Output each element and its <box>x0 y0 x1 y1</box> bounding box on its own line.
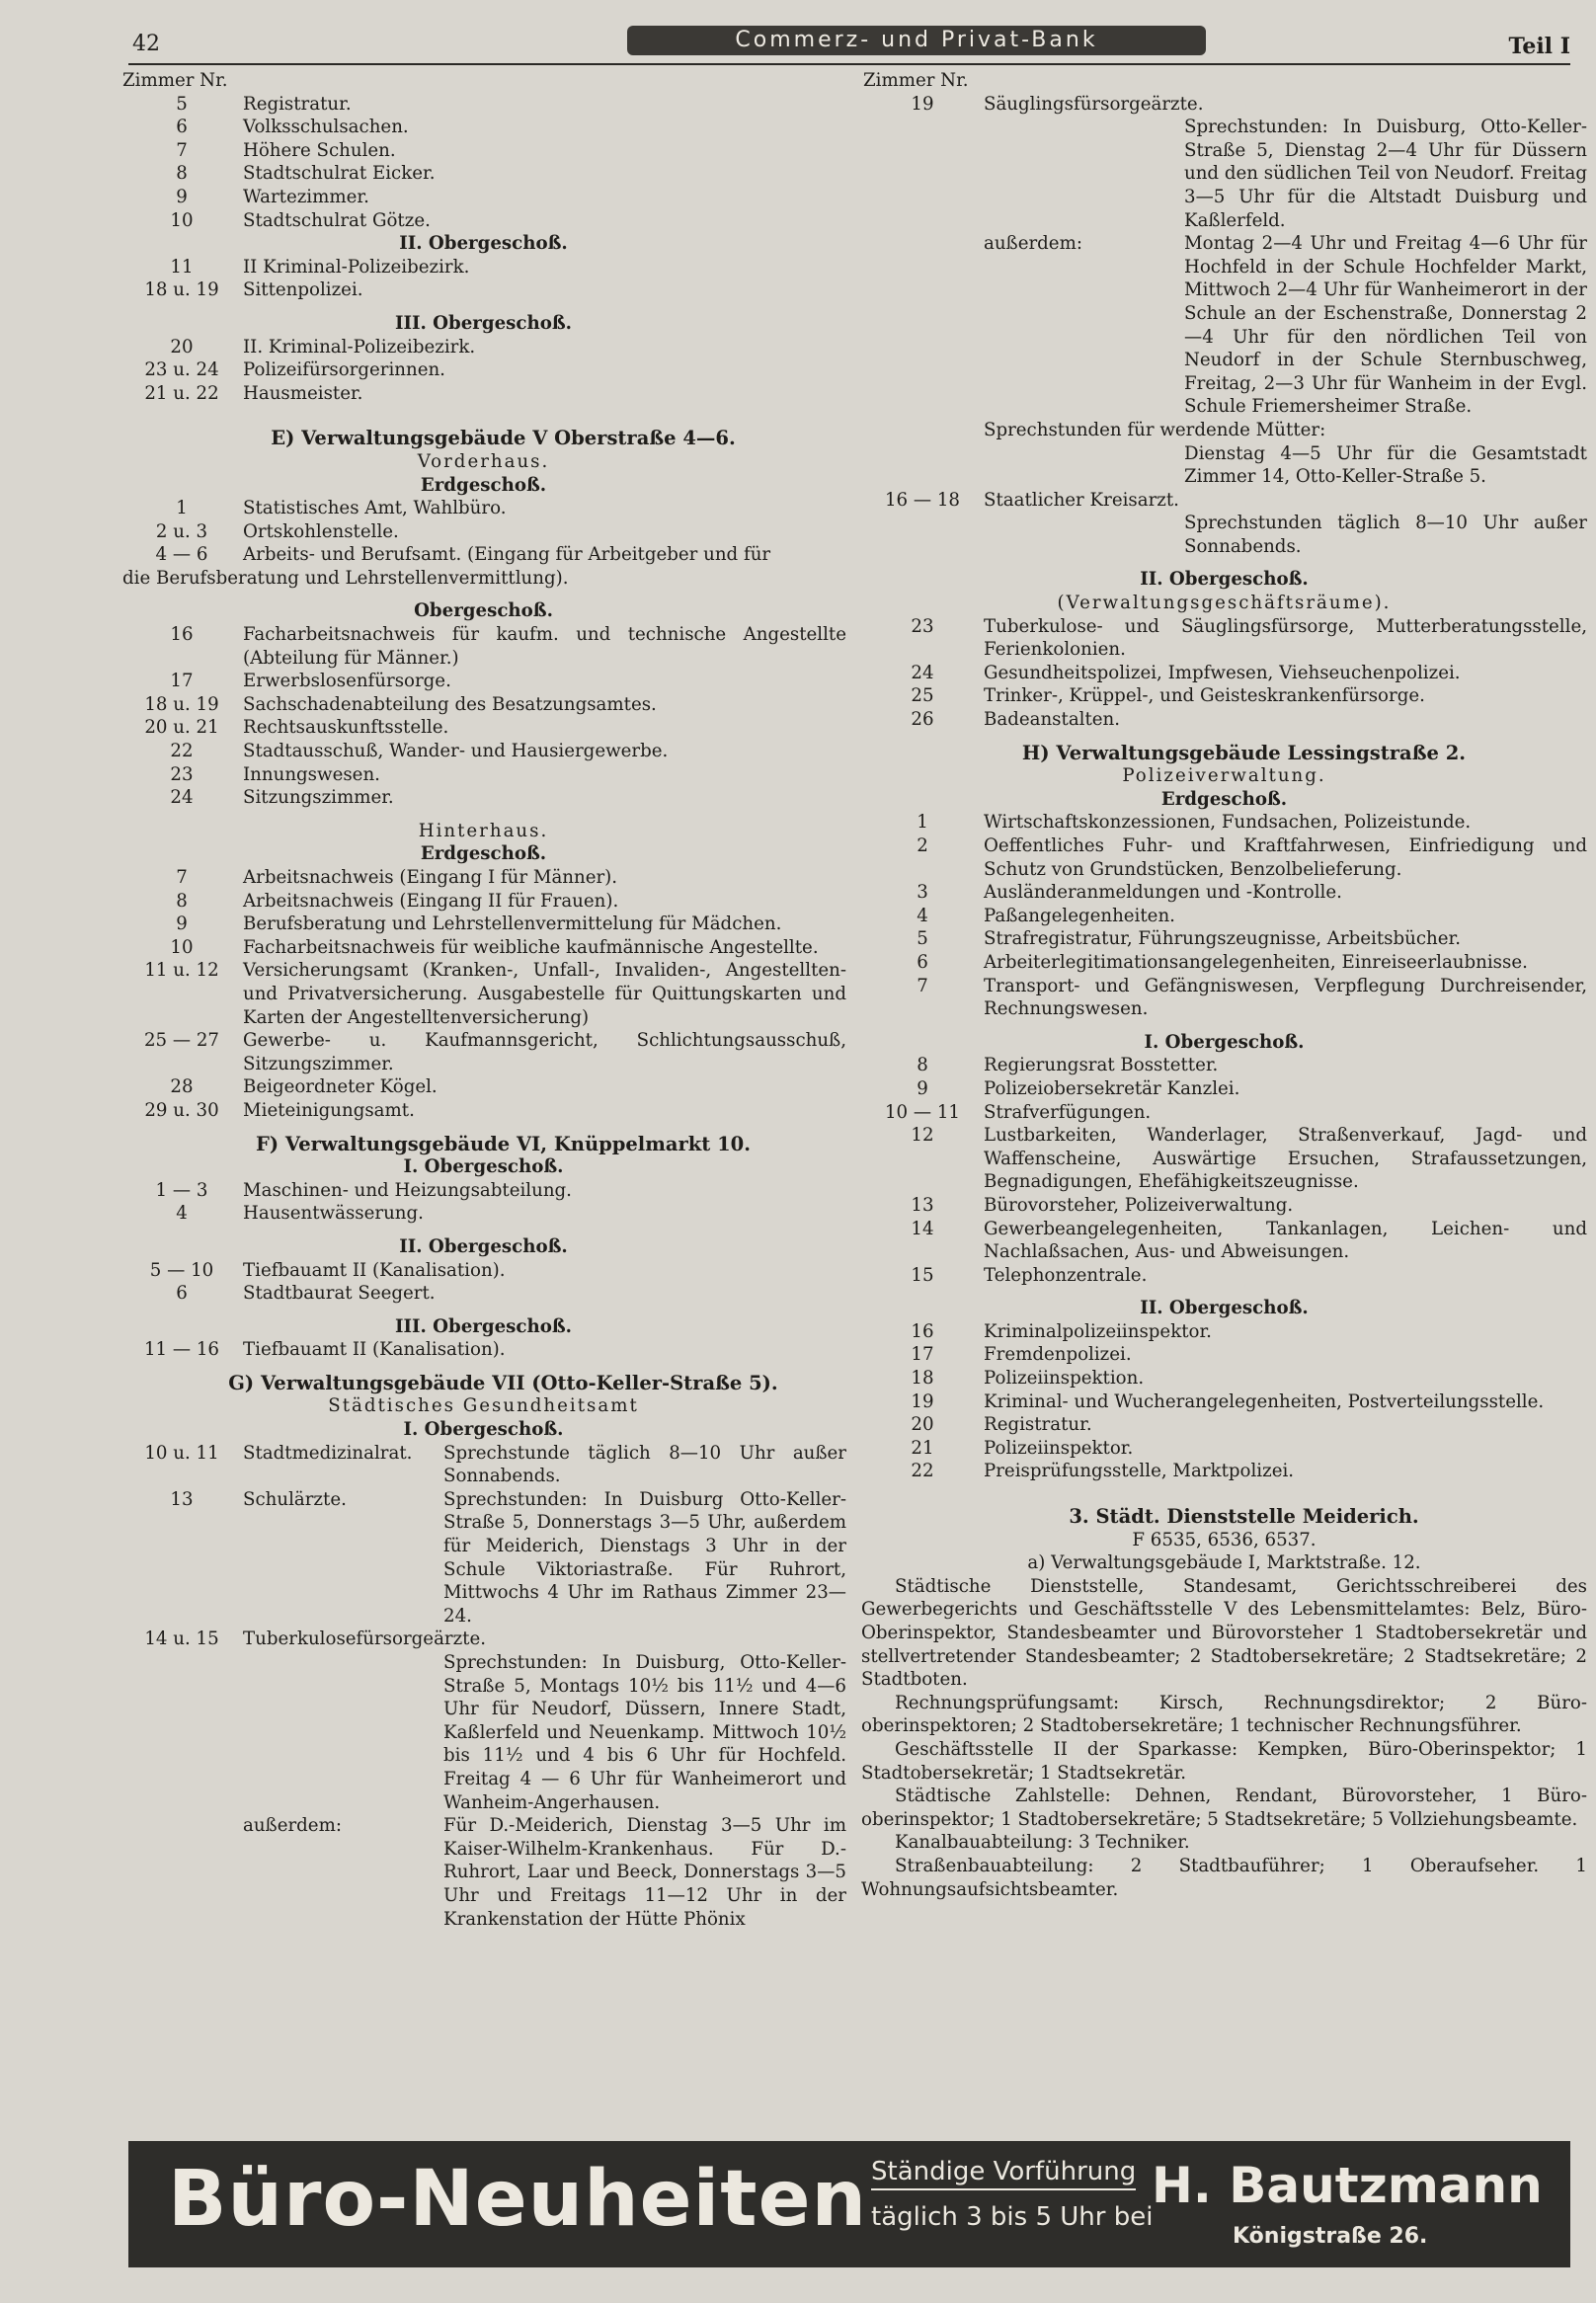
entry-row <box>120 786 846 810</box>
zimmer-label: Zimmer Nr. <box>863 70 969 91</box>
room-text: Stadtschulrat Eicker. <box>243 163 436 185</box>
room-text: Stadtschulrat Götze. <box>243 209 431 231</box>
room-text: Ortskohlenstelle. <box>243 520 399 542</box>
section-heading: II. Obergeschoß. <box>1140 569 1309 591</box>
entry-row <box>861 975 1587 1021</box>
phone-numbers: F 6535, 6536, 6537. <box>1132 1529 1317 1550</box>
room-text: Sprechstunden: In Duisburg Otto-Keller-Straße 5, Donnerstags 3—5 Uhr, außerdem für Meiderich, Dienstags 3 Uhr in der Schule Viktoriastraße. Für Ruhrort, Mittwochs 4 Uhr im Rathaus Zimmer 23—24. <box>443 1488 846 1627</box>
room-number: 9 <box>176 186 188 207</box>
room-text: Versicherungsamt (Kranken-, Unfall-, Invaliden-, Angestellten- und Privatversicherung. Ausgabestelle für Quittungskarten und Karten der Angestelltenversicherung) <box>243 960 846 1028</box>
room-number: 2 <box>917 835 928 856</box>
room-text: Ausländeranmeldungen und -Kontrolle. <box>984 882 1342 904</box>
entry-list <box>120 336 846 406</box>
room-text: Erwerbslosenfürsorge. <box>243 671 451 692</box>
room-number: 11 — 16 <box>143 1339 220 1361</box>
room-text: Arbeitsnachweis (Eingang I für Männer). <box>243 867 618 888</box>
subheading: Polizeiverwaltung. <box>1122 765 1326 787</box>
room-text: Strafregistratur, Führungszeugnisse, Arbeitsbücher. <box>984 928 1461 950</box>
room-text: Innungswesen. <box>243 763 380 785</box>
part-label: Teil I <box>1508 34 1570 59</box>
entry-row <box>120 497 846 520</box>
room-number: 5 <box>917 928 928 950</box>
additional-text: Montag 2—4 Uhr und Freitag 4—6 Uhr für Hochfeld in der Schule Hochfelder Markt, Mittwoch 2—4 Uhr für Wanheimerort in der Schule an der Eschenstraße, Donnerstag 2—4 Uhr für den nördlichen Teil von Neudorf in der Schule Sternbuschweg, Freitag, 2—3 Uhr für Wanheim in der Evgl. Schule Friemersheimer Straße. <box>1184 233 1587 418</box>
room-number: 17 <box>170 671 194 692</box>
entry-row <box>120 763 846 787</box>
room-number: 13 <box>911 1194 934 1216</box>
room-text: Tiefbauamt II (Kanalisation). <box>243 1339 506 1361</box>
room-text: Preisprüfungsstelle, Marktpolizei. <box>984 1461 1295 1482</box>
entry-list <box>120 623 846 810</box>
subheading: Vorderhaus. <box>417 450 550 472</box>
entry-row <box>120 866 846 890</box>
entry-row <box>861 93 1587 117</box>
room-text: Transport- und Gefängniswesen, Verpflegung Durchreisender, Rechnungswesen. <box>984 975 1587 1020</box>
room-text: II Kriminal-Polizeibezirk. <box>243 256 470 278</box>
ad-address: Königstraße 26. <box>1233 2224 1428 2249</box>
office-heading: 3. Städt. Dienststelle Meiderich. <box>1069 1505 1419 1529</box>
room-text: Gewerbeangelegenheiten, Tankanlagen, Leichen- und Nachlaßsachen, Aus- und Abweisungen. <box>984 1218 1587 1263</box>
section-heading: III. Obergeschoß. <box>394 312 572 334</box>
room-number: 14 u. 15 <box>144 1628 219 1650</box>
room-text: Bürovorsteher, Polizeiverwaltung. <box>984 1194 1294 1216</box>
entry-row <box>861 489 1587 513</box>
entry-row <box>861 1101 1587 1125</box>
entry-row <box>861 1264 1587 1288</box>
entry-row <box>120 1075 846 1099</box>
entry-row <box>861 881 1587 905</box>
room-text: Trinker-, Krüppel-, und Geisteskrankenfürsorge. <box>984 685 1425 707</box>
room-number: 16 <box>911 1320 934 1342</box>
expectant-mothers-hours: Dienstag 4—5 Uhr für die Gesamtstadt Zimmer 14, Otto-Keller-Straße 5. <box>1184 442 1587 488</box>
section-heading: Erdgeschoß. <box>1160 788 1288 810</box>
room-text: Tuberkulose- und Säuglingsfürsorge, Mutterberatungsstelle, Ferienkolonien. <box>984 615 1587 661</box>
room-number: 9 <box>917 1077 928 1099</box>
room-text: Paßangelegenheiten. <box>984 905 1175 926</box>
section-heading: Obergeschoß. <box>414 600 553 622</box>
entry-row <box>120 1628 846 1651</box>
room-text: Statistisches Amt, Wahlbüro. <box>243 498 507 519</box>
ad-company-name: H. Bautzmann <box>1152 2157 1543 2214</box>
room-text: Fremdenpolizei. <box>984 1344 1132 1366</box>
room-number: 20 u. 21 <box>144 717 219 739</box>
room-text: Hausmeister. <box>243 382 363 404</box>
room-number: 11 <box>170 256 194 278</box>
room-text: Säuglingsfürsorgeärzte. <box>984 93 1204 115</box>
entry-row <box>120 716 846 740</box>
expectant-mothers-label: Sprechstunden für werdende Mütter: <box>984 419 1326 440</box>
entry-row <box>120 186 846 209</box>
room-number: 4 — 6 <box>155 544 208 566</box>
room-text: Regierungsrat Bosstetter. <box>984 1055 1219 1076</box>
room-number: 25 <box>911 685 934 707</box>
room-text: Sitzungszimmer. <box>243 787 394 809</box>
room-text: Stadtausschuß, Wander- und Hausiergewerbe. <box>243 741 669 762</box>
room-number: 19 <box>911 93 934 115</box>
section-heading: II. Obergeschoß. <box>399 1235 568 1257</box>
room-text: Sachschadenabteilung des Besatzungsamtes. <box>243 693 657 715</box>
entry-row <box>120 358 846 382</box>
room-number: 6 <box>917 951 928 973</box>
room-text: Tuberkulosefürsorgeärzte. <box>243 1628 487 1650</box>
entry-row <box>120 693 846 717</box>
room-text: Telephonzentrale. <box>984 1264 1148 1286</box>
room-text: II. Kriminal-Polizeibezirk. <box>243 336 476 357</box>
room-text: Oeffentliches Fuhr- und Kraftfahrwesen, Einfriedigung und Schutz von Grundstücken, Benzolbelieferung. <box>984 835 1587 880</box>
entry-row <box>120 890 846 913</box>
room-text: Wartezimmer. <box>243 186 369 207</box>
room-number: 4 <box>176 1203 188 1225</box>
entry-row <box>861 1054 1587 1077</box>
room-number: 16 <box>170 624 194 646</box>
entry-row <box>120 913 846 936</box>
room-number: 24 <box>170 787 194 809</box>
room-text: Höhere Schulen. <box>243 139 396 161</box>
section-heading: I. Obergeschoß. <box>403 1156 564 1178</box>
paragraph: Kanalbauabteilung: 3 Techniker. <box>895 1832 1190 1854</box>
page-header <box>128 24 1570 65</box>
entry-list <box>120 256 846 302</box>
section-heading: III. Obergeschoß. <box>394 1315 572 1337</box>
entry-row <box>120 520 846 544</box>
consultation-hours: Sprechstunden: In Duisburg, Otto-Keller-Straße 5, Dienstag 2—4 Uhr für Düssern und den südlichen Teil von Neudorf. Freitag 3—5 Uhr für die Altstadt Duisburg und Kaßlerfeld. <box>1184 117 1587 231</box>
entry-row <box>120 1259 846 1283</box>
entry-row <box>120 670 846 693</box>
entry-row <box>861 951 1587 975</box>
room-number: 18 u. 19 <box>144 693 219 715</box>
section-heading: II. Obergeschoß. <box>399 233 568 255</box>
entry-row <box>861 1077 1587 1101</box>
labeled-entry-row <box>120 1488 846 1628</box>
room-number: 8 <box>176 890 188 912</box>
room-number: 1 <box>176 498 188 519</box>
entry-list <box>120 1259 846 1306</box>
page-number: 42 <box>132 32 160 56</box>
paragraph: Städtische Dienststelle, Standesamt, Gerichtsschreiberei des Gewerbegerichts und Geschäftsstelle V des Lebensmittelamtes: Belz, Büro-Oberinspektor, Standesbeamter und Bürovorsteher 1 Stadtobersekretär und stellvertretender Standesbeamter; 2 Stadtobersekretäre; 2 Stadtsekretäre; 2 Stadtboten. <box>861 1575 1587 1691</box>
room-number: 18 u. 19 <box>144 279 219 301</box>
room-number: 7 <box>176 867 188 888</box>
room-number: 23 <box>911 615 934 637</box>
room-text: Strafverfügungen. <box>984 1101 1152 1123</box>
room-number: 4 <box>917 905 928 926</box>
room-text: Kriminalpolizeiinspektor. <box>984 1320 1212 1342</box>
room-text: Mieteinigungsamt. <box>243 1099 415 1121</box>
zimmer-label: Zimmer Nr. <box>122 70 228 91</box>
entry-row <box>861 615 1587 662</box>
entry-row <box>861 905 1587 928</box>
entry-row <box>120 1029 846 1075</box>
entry-row <box>120 256 846 279</box>
room-number: 16 — 18 <box>884 489 961 511</box>
entry-list <box>861 615 1587 732</box>
entry-row <box>120 1282 846 1306</box>
entry-list <box>120 1338 846 1362</box>
entry-list <box>861 1320 1587 1483</box>
paragraph-list <box>861 1575 1587 1901</box>
room-number: 1 <box>917 812 928 834</box>
room-number: 23 <box>170 763 194 785</box>
room-text: Polizeiinspektion. <box>984 1368 1145 1390</box>
room-text: Sittenpolizei. <box>243 279 363 301</box>
header-banner: Commerz- und Privat-Bank <box>627 26 1206 55</box>
building-heading: G) Verwaltungsgebäude VII (Otto-Keller-Straße 5). <box>228 1371 778 1394</box>
subheading: (Verwaltungsgeschäftsräume). <box>1057 593 1392 614</box>
labeled-entry-list <box>120 1442 846 1628</box>
entry-row <box>120 543 846 567</box>
room-number: 3 <box>917 882 928 904</box>
room-number: 7 <box>176 139 188 161</box>
room-number: 8 <box>176 163 188 185</box>
room-label: Schulärzte. <box>243 1488 347 1510</box>
room-text: Kriminal- und Wucherangelegenheiten, Postverteilungsstelle. <box>984 1390 1545 1412</box>
subheading: Städtisches Gesundheitsamt <box>328 1395 639 1417</box>
room-number: 25 — 27 <box>143 1030 220 1052</box>
entry-row <box>861 1218 1587 1264</box>
entry-list <box>120 1179 846 1226</box>
paragraph: Rechnungsprüfungsamt: Kirsch, Rechnungsdirektor; 2 Büro-oberinspektoren; 2 Stadtobersekretäre; 1 technischer Rechnungsführer. <box>861 1692 1587 1737</box>
room-number: 15 <box>911 1264 934 1286</box>
room-text: Berufsberatung und Lehrstellenvermittelung für Mädchen. <box>243 913 782 935</box>
room-text: Badeanstalten. <box>984 709 1121 731</box>
entry-row <box>861 1460 1587 1483</box>
room-number: 12 <box>911 1125 934 1147</box>
entry-row <box>120 382 846 406</box>
ad-line-1: Ständige Vorführung <box>871 2157 1136 2190</box>
entry-row <box>120 1202 846 1226</box>
room-number: 5 — 10 <box>149 1259 214 1281</box>
room-text: Facharbeitsnachweis für weibliche kaufmännische Angestellte. <box>243 936 819 958</box>
entry-row <box>861 1390 1587 1414</box>
building-heading: F) Verwaltungsgebäude VI, Knüppelmarkt 10. <box>256 1132 751 1155</box>
room-number: 7 <box>917 975 928 996</box>
section-heading: I. Obergeschoß. <box>403 1419 564 1441</box>
entry-row <box>120 1179 846 1203</box>
entry-row <box>120 936 846 960</box>
room-number: 10 <box>170 936 194 958</box>
entry-row <box>120 278 846 302</box>
room-number: 11 u. 12 <box>144 960 219 982</box>
room-number: 21 u. 22 <box>144 382 219 404</box>
room-text: Staatlicher Kreisarzt. <box>984 489 1179 511</box>
room-text: Polizeiinspektor. <box>984 1437 1134 1459</box>
room-number: 1 — 3 <box>155 1179 208 1201</box>
entry-row <box>120 93 846 117</box>
entry-list <box>120 866 846 1123</box>
entry-row <box>120 1338 846 1362</box>
additional-text: Für D.-Meiderich, Dienstag 3—5 Uhr im Kaiser-Wilhelm-Krankenhaus. Für D.-Ruhrort, Laar und Beeck, Donnerstags 3—5 Uhr und Freitags 11—12 Uhr in der Krankenstation der Hütte Phönix <box>443 1815 846 1930</box>
advertisement <box>128 2141 1570 2267</box>
additional-label: außerdem: <box>984 233 1082 255</box>
right-column <box>861 69 1587 1901</box>
room-text: Gewerbe- u. Kaufmannsgericht, Schlichtungsausschuß, Sitzungszimmer. <box>243 1030 846 1074</box>
entry-row <box>861 927 1587 951</box>
room-number: 10 u. 11 <box>144 1442 219 1464</box>
entry-list <box>861 1054 1587 1287</box>
room-text: Maschinen- und Heizungsabteilung. <box>243 1179 572 1201</box>
room-number: 18 <box>911 1368 934 1390</box>
room-label: Stadtmedizinalrat. <box>243 1442 413 1464</box>
entry-list <box>861 811 1587 1020</box>
room-number: 21 <box>911 1437 934 1459</box>
room-text: Volksschulsachen. <box>243 117 409 138</box>
paragraph: Straßenbauabteilung: 2 Stadtbauführer; 1 Oberaufseher. 1 Wohnungsaufsichtsbeamter. <box>861 1855 1587 1900</box>
entry-row <box>861 1124 1587 1194</box>
room-number: 17 <box>911 1344 934 1366</box>
additional-hours <box>861 232 1587 419</box>
room-text: Registratur. <box>984 1414 1092 1436</box>
entry-row <box>861 1320 1587 1344</box>
ad-headline: Büro-Neuheiten <box>168 2155 868 2244</box>
room-number: 9 <box>176 913 188 935</box>
room-number: 10 <box>170 209 194 231</box>
entry-row <box>120 116 846 139</box>
room-number: 8 <box>917 1055 928 1076</box>
room-text: Wirtschaftskonzessionen, Fundsachen, Polizeistunde. <box>984 812 1472 834</box>
entry-row <box>120 139 846 163</box>
room-text: Arbeitsnachweis (Eingang II für Frauen). <box>243 890 619 912</box>
entry-row <box>120 162 846 186</box>
entry-row <box>861 662 1587 685</box>
room-text: Stadtbaurat Seegert. <box>243 1283 436 1305</box>
section-heading: II. Obergeschoß. <box>1140 1298 1309 1319</box>
building-subheading: a) Verwaltungsgebäude I, Marktstraße. 12. <box>1027 1552 1421 1574</box>
room-text: Polizeiobersekretär Kanzlei. <box>984 1077 1240 1099</box>
paragraph: Städtische Zahlstelle: Dehnen, Rendant, Bürovorsteher, 1 Büro-oberinspektor; 1 Stadtobersekretäre; 5 Stadtsekretäre; 5 Vollziehungsbeamte. <box>861 1786 1587 1830</box>
room-number: 10 — 11 <box>884 1101 961 1123</box>
consultation-hours: Sprechstunden täglich 8—10 Uhr außer Sonnabends. <box>1184 513 1587 557</box>
room-text: Beigeordneter Kögel. <box>243 1076 438 1098</box>
room-number: 20 <box>170 336 194 357</box>
room-number: 5 <box>176 93 188 115</box>
entry-row <box>120 1099 846 1123</box>
entry-row <box>120 336 846 359</box>
entry-row <box>861 1367 1587 1390</box>
ad-line-2: täglich 3 bis 5 Uhr bei <box>871 2202 1154 2232</box>
room-number: 13 <box>170 1488 194 1510</box>
entry-row <box>120 740 846 763</box>
room-number: 6 <box>176 117 188 138</box>
subheading: Hinterhaus. <box>418 820 549 841</box>
room-number: 29 u. 30 <box>144 1099 219 1121</box>
section-heading: I. Obergeschoß. <box>1144 1031 1305 1053</box>
room-text: Lustbarkeiten, Wanderlager, Straßenverkauf, Jagd- und Waffenscheine, Auswärtige Ersuchen, Strafaussetzungen, Begnadigungen, Ehefähigkeitszeugnisse. <box>984 1125 1587 1193</box>
entry-row <box>861 1413 1587 1437</box>
labeled-entry-row <box>120 1442 846 1488</box>
entry-row <box>861 684 1587 708</box>
room-number: 24 <box>911 662 934 683</box>
room-number: 22 <box>170 741 194 762</box>
building-heading: E) Verwaltungsgebäude V Oberstraße 4—6. <box>271 427 736 450</box>
entry-row <box>861 811 1587 834</box>
entry-row <box>861 834 1587 881</box>
building-heading: H) Verwaltungsgebäude Lessingstraße 2. <box>1021 741 1467 764</box>
room-text: Arbeits- und Berufsamt. (Eingang für Arbeitgeber und für <box>243 544 771 566</box>
room-number: 23 u. 24 <box>144 359 219 381</box>
room-text: Facharbeitsnachweis für kaufm. und technische Angestellte (Abteilung für Männer.) <box>243 624 846 669</box>
entry-row <box>120 959 846 1029</box>
additional-label: außerdem: <box>243 1815 342 1837</box>
entry-row <box>861 708 1587 732</box>
room-text: Registratur. <box>243 93 352 115</box>
room-number: 6 <box>176 1283 188 1305</box>
additional-hours <box>120 1814 846 1931</box>
paragraph: Geschäftsstelle II der Sparkasse: Kempken, Büro-Oberinspektor; 1 Stadtobersekretär; 1 Stadtsekretär. <box>861 1738 1587 1784</box>
room-text: Tiefbauamt II (Kanalisation). <box>243 1259 506 1281</box>
room-number: 14 <box>911 1218 934 1239</box>
entry-row <box>861 1343 1587 1367</box>
room-text: Sprechstunde täglich 8—10 Uhr außer Sonnabends. <box>443 1442 846 1487</box>
entry-row <box>120 623 846 670</box>
left-column <box>120 69 846 1931</box>
room-text: Arbeiterlegitimationsangelegenheiten, Einreiseerlaubnisse. <box>984 951 1528 973</box>
room-number: 22 <box>911 1461 934 1482</box>
entry-continuation: die Berufsberatung und Lehrstellenvermittlung). <box>122 567 569 589</box>
section-heading: Erdgeschoß. <box>420 474 547 496</box>
entry-row <box>861 1437 1587 1461</box>
room-text: Hausentwässerung. <box>243 1203 424 1225</box>
room-number: 26 <box>911 709 934 731</box>
room-number: 19 <box>911 1390 934 1412</box>
entry-row <box>120 209 846 233</box>
room-text: Rechtsauskunftsstelle. <box>243 717 449 739</box>
consultation-hours: Sprechstunden: In Duisburg, Otto-Keller-Straße 5, Montags 10½ bis 11½ und 4—6 Uhr für Neudorf, Düssern, Innere Stadt, Kaßlerfeld und Neuenkamp. Mittwoch 10½ bis 11½ und 4 bis 6 Uhr für Hochfeld. Freitag 4 — 6 Uhr für Wanheimerort und Wanheim-Angerhausen. <box>443 1652 846 1813</box>
room-text: Polizeifürsorgerinnen. <box>243 359 445 381</box>
section-heading: Erdgeschoß. <box>420 843 547 865</box>
entry-list <box>120 497 846 567</box>
room-number: 20 <box>911 1414 934 1436</box>
room-text: Gesundheitspolizei, Impfwesen, Viehseuchenpolizei. <box>984 662 1461 683</box>
room-number: 28 <box>170 1076 194 1098</box>
entry-list <box>120 93 846 233</box>
room-number: 2 u. 3 <box>155 520 208 542</box>
entry-row <box>861 1194 1587 1218</box>
